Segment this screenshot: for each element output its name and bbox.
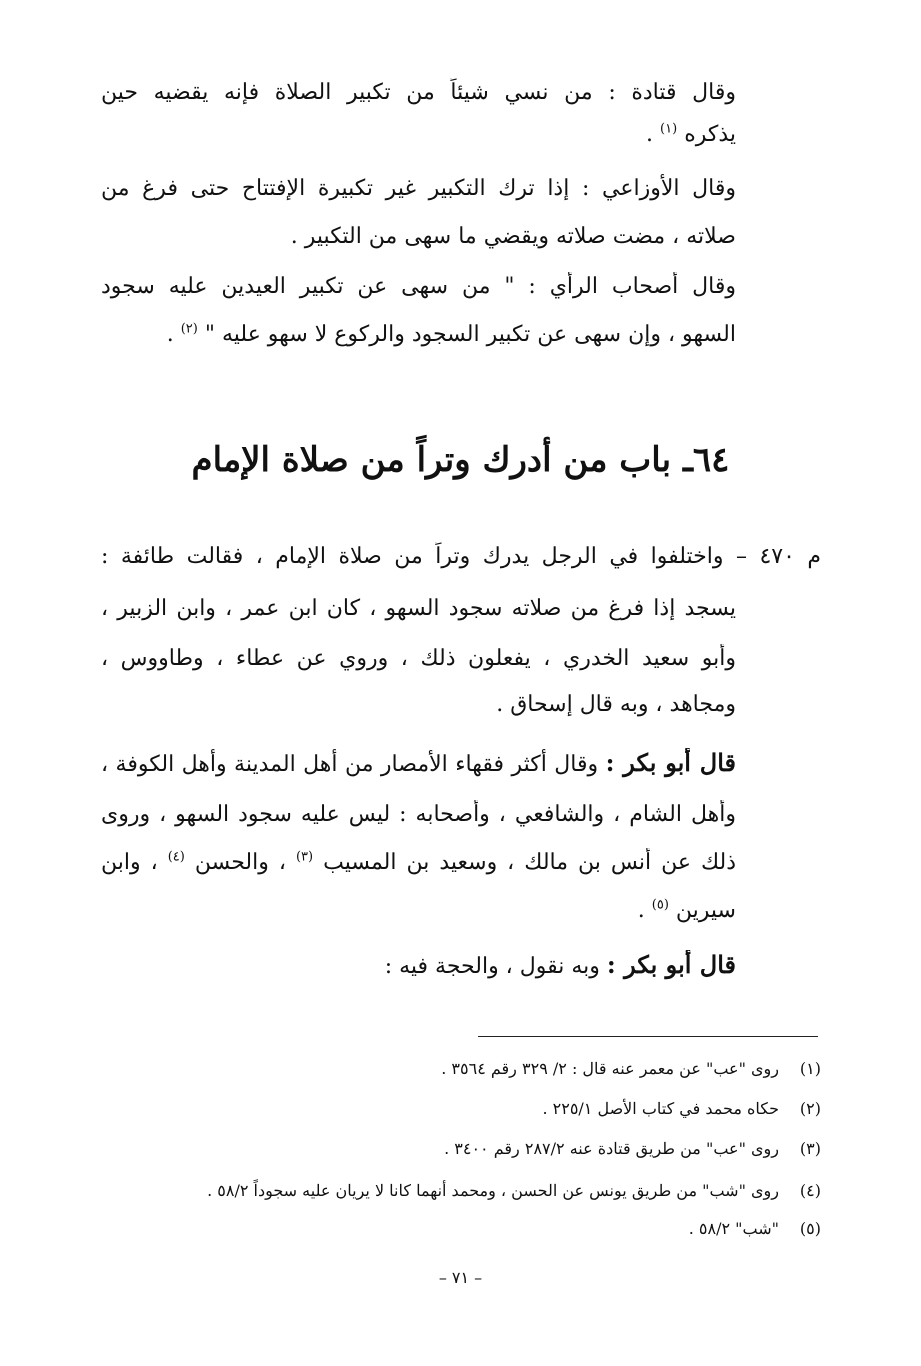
- text-line: يسجد إذا فرغ من صلاته سجود السهو ، كان ابن عمر ، وابن الزبير ،: [101, 596, 736, 621]
- text-line: قال أبو بكر : وبه نقول ، والحجة فيه :: [384, 950, 736, 979]
- text-line: وقال أصحاب الرأي : " من سهى عن تكبير العيدين عليه سجود: [101, 274, 736, 299]
- footnote-ref[interactable]: (٤): [167, 849, 185, 865]
- text-line: قال أبو بكر : وقال أكثر فقهاء الأمصار من أهل المدينة وأهل الكوفة ،: [101, 748, 736, 777]
- footnote: (٢)حكاه محمد في كتاب الأصل ٢٢٥/١ .: [542, 1099, 821, 1118]
- text-line: وأبو سعيد الخدري ، يفعلون ذلك ، وروي عن عطاء ، وطاووس ،: [101, 646, 736, 671]
- footnote-ref[interactable]: (١): [660, 121, 678, 137]
- text-line: ذلك عن أنس بن مالك ، وسعيد بن المسيب $^{(٣)}$ ، والحسن $^{(٤)}$ ، وابن: [101, 849, 736, 875]
- issue-marker: م ٤٧٠ –: [735, 544, 821, 569]
- footnote-ref[interactable]: (٢): [180, 321, 198, 337]
- speaker-label: قال أبو بكر :: [606, 950, 736, 979]
- footnote-ref[interactable]: (٣): [295, 849, 314, 865]
- footnote: (٥)"شب" ٥٨/٢ .: [688, 1219, 821, 1238]
- speaker-label: قال أبو بكر :: [605, 748, 736, 777]
- section-title: ٦٤ـ باب من أدرك وتراً من صلاة الإمام: [191, 440, 730, 480]
- text-line: م ٤٧٠ – واختلفوا في الرجل يدرك وتراً من صلاة الإمام ، فقالت طائفة :: [101, 544, 821, 569]
- footnote: (٣)روى "عب" من طريق قتادة عنه ٢٨٧/٢ رقم ٣٤٠٠ .: [444, 1139, 821, 1158]
- text-line: صلاته ، مضت صلاته ويقضي ما سهى من التكبير .: [290, 224, 736, 249]
- page-number: – ٧١ –: [438, 1268, 483, 1287]
- text-line: يذكره $^{(١)}$ .: [646, 121, 736, 147]
- footnote: (٤)روى "شب" من طريق يونس عن الحسن ، ومحمد أنهما كانا لا يريان عليه سجوداً ٥٨/٢ .: [207, 1181, 821, 1200]
- text-line: سيرين $^{(٥)}$ .: [637, 897, 736, 923]
- text-line: وقال قتادة : من نسي شيئاً من تكبير الصلاة فإنه يقضيه حين: [101, 80, 736, 105]
- footnote-divider: [478, 1036, 818, 1037]
- footnote: (١)روى "عب" عن معمر عنه قال : ٢/ ٣٢٩ رقم ٣٥٦٤ .: [441, 1059, 821, 1078]
- text-line: وقال الأوزاعي : إذا ترك التكبير غير تكبيرة الإفتتاح حتى فرغ من: [101, 176, 736, 201]
- text-line: ومجاهد ، وبه قال إسحاق .: [496, 692, 736, 717]
- text-line: السهو ، وإن سهى عن تكبير السجود والركوع لا سهو عليه " $^{(٢)}$ .: [166, 321, 736, 347]
- text-line: وأهل الشام ، والشافعي ، وأصحابه : ليس عليه سجود السهو ، وروى: [101, 802, 736, 827]
- footnote-ref[interactable]: (٥): [651, 897, 669, 913]
